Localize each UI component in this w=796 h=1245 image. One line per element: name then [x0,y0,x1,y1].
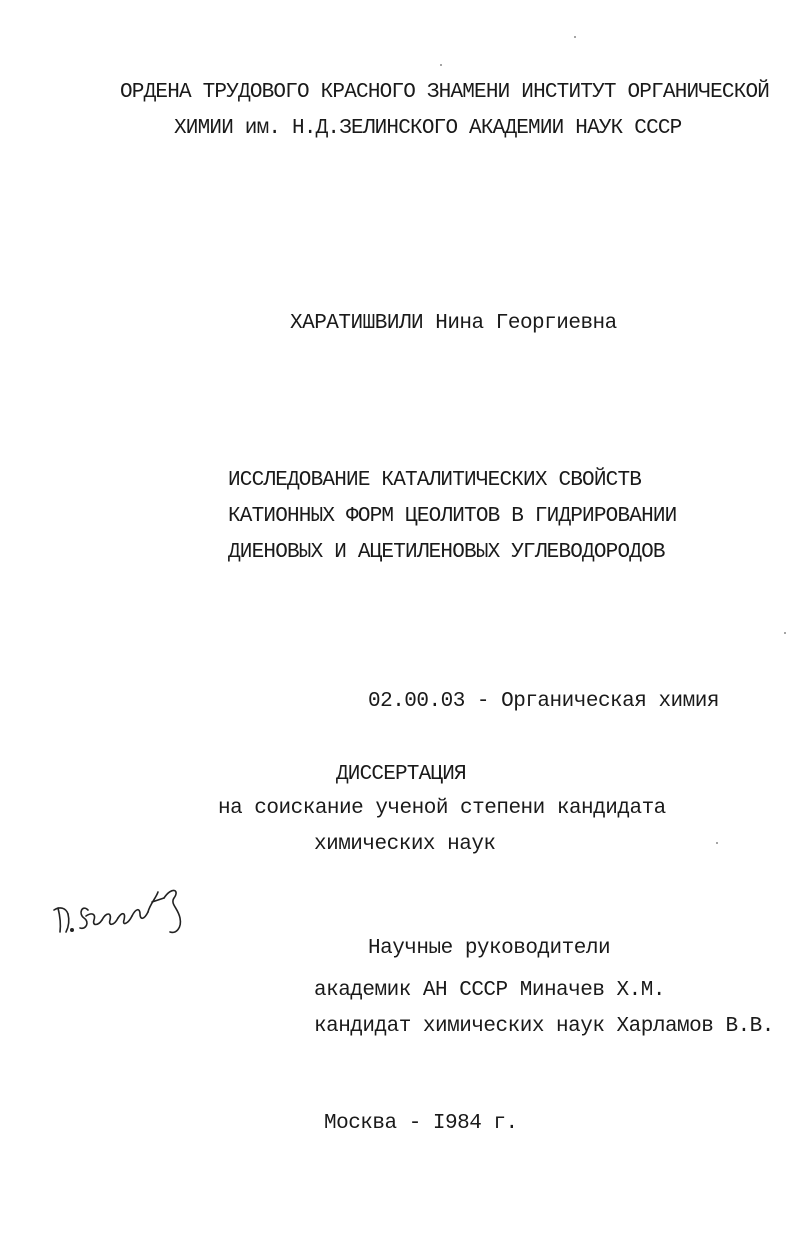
supervisors-heading: Научные руководители [368,937,611,960]
paper-speck [440,64,442,66]
specialty-code: 02.00.03 - Органическая химия [368,690,719,713]
author-name: ХАРАТИШВИЛИ Нина Георгиевна [290,312,617,335]
dissertation-heading: ДИССЕРТАЦИЯ [336,763,466,786]
degree-line-1: на соискание ученой степени кандидата [218,797,666,820]
supervisor-2: кандидат химических наук Харламов В.В. [314,1015,774,1038]
degree-line-2: химических наук [314,833,496,856]
institute-line-2: ХИМИИ им. Н.Д.ЗЕЛИНСКОГО АКАДЕМИИ НАУК СССР [174,117,682,140]
paper-speck [784,632,786,634]
paper-speck [574,36,576,38]
paper-speck [716,842,718,844]
thesis-title-line-2: КАТИОННЫХ ФОРМ ЦЕОЛИТОВ В ГИДРИРОВАНИИ [228,505,677,528]
handwritten-signature [48,868,198,948]
thesis-title-line-3: ДИЕНОВЫХ И АЦЕТИЛЕНОВЫХ УГЛЕВОДОРОДОВ [228,541,665,564]
place-and-year: Москва - I984 г. [324,1112,518,1135]
institute-line-1: ОРДЕНА ТРУДОВОГО КРАСНОГО ЗНАМЕНИ ИНСТИТУТ ОРГАНИЧЕСКОЙ [120,81,770,104]
thesis-title-line-1: ИССЛЕДОВАНИЕ КАТАЛИТИЧЕСКИХ СВОЙСТВ [228,469,642,492]
supervisor-1: академик АН СССР Миначев Х.М. [314,979,665,1002]
